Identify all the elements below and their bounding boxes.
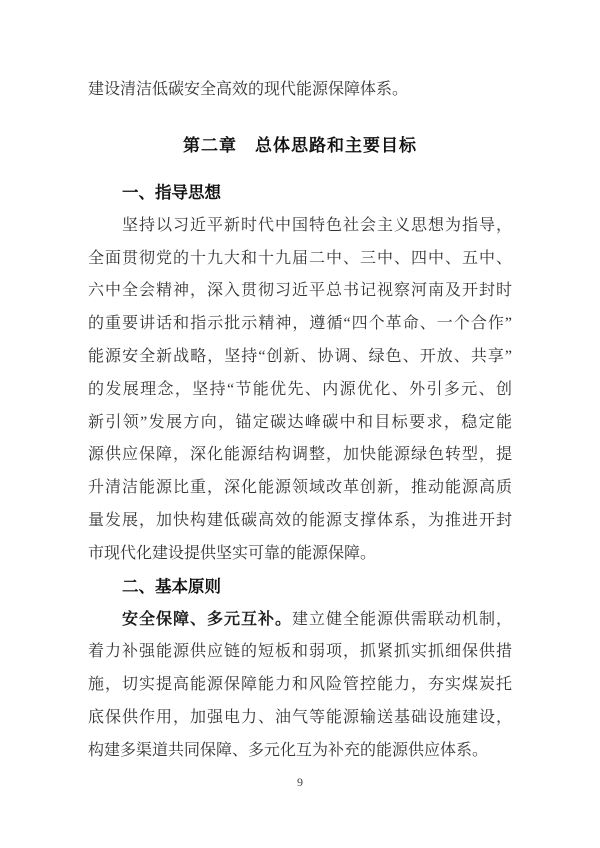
text-line: 能源安全新战略，坚持“创新、协调、绿色、开放、共享” <box>88 347 512 365</box>
continued-paragraph-line: 建设清洁低碳安全高效的现代能源保障体系。 <box>88 81 409 98</box>
text-line: 安全保障、多元互补。建立健全能源供需联动机制， <box>122 610 512 628</box>
paragraph-guiding-ideology <box>88 210 512 571</box>
section-heading-basic-principles: 二、基本原则 <box>122 577 221 596</box>
text-line: 市现代化建设提供坚实可靠的能源保障。 <box>88 544 377 562</box>
text-line: 升清洁能源比重，深化能源领域改革创新，推动能源高质 <box>88 479 512 497</box>
text-line: 量发展，加快构建低碳高效的能源支撑体系，为推进开封 <box>88 511 512 529</box>
text-line: 坚持以习近平新时代中国特色社会主义思想为指导， <box>122 216 512 234</box>
text-line: 六中全会精神，深入贯彻习近平总书记视察河南及开封时 <box>88 282 512 300</box>
text-line: 的发展理念，坚持“节能优先、内源优化、外引多元、创 <box>88 380 512 398</box>
text-line: 构建多渠道共同保障、多元化互为补充的能源供应体系。 <box>88 741 489 759</box>
text-line: 的重要讲话和指示批示精神，遵循“四个革命、一个合作” <box>88 315 512 333</box>
text-line: 源供应保障，深化能源结构调整，加快能源绿色转型，提 <box>88 446 512 464</box>
text-line: 着力补强能源供应链的短板和弱项，抓紧抓实抓细保供措 <box>88 643 512 661</box>
text-line: 新引领”发展方向，锚定碳达峰碳中和目标要求，稳定能 <box>88 413 512 431</box>
chapter-heading: 第二章 总体思路和主要目标 <box>183 135 417 155</box>
text-line: 全面贯彻党的十九大和十九届二中、三中、四中、五中、 <box>88 249 512 267</box>
text-line: 底保供作用，加强电力、油气等能源输送基础设施建设， <box>88 708 512 726</box>
bold-lead-text: 安全保障、多元互补。 <box>122 610 292 628</box>
paragraph-basic-principles <box>88 604 512 768</box>
section-heading-guiding-ideology: 一、指导思想 <box>122 183 221 202</box>
text-line: 施，切实提高能源保障能力和风险管控能力，夯实煤炭托 <box>88 676 512 694</box>
page-number: 9 <box>297 774 303 789</box>
